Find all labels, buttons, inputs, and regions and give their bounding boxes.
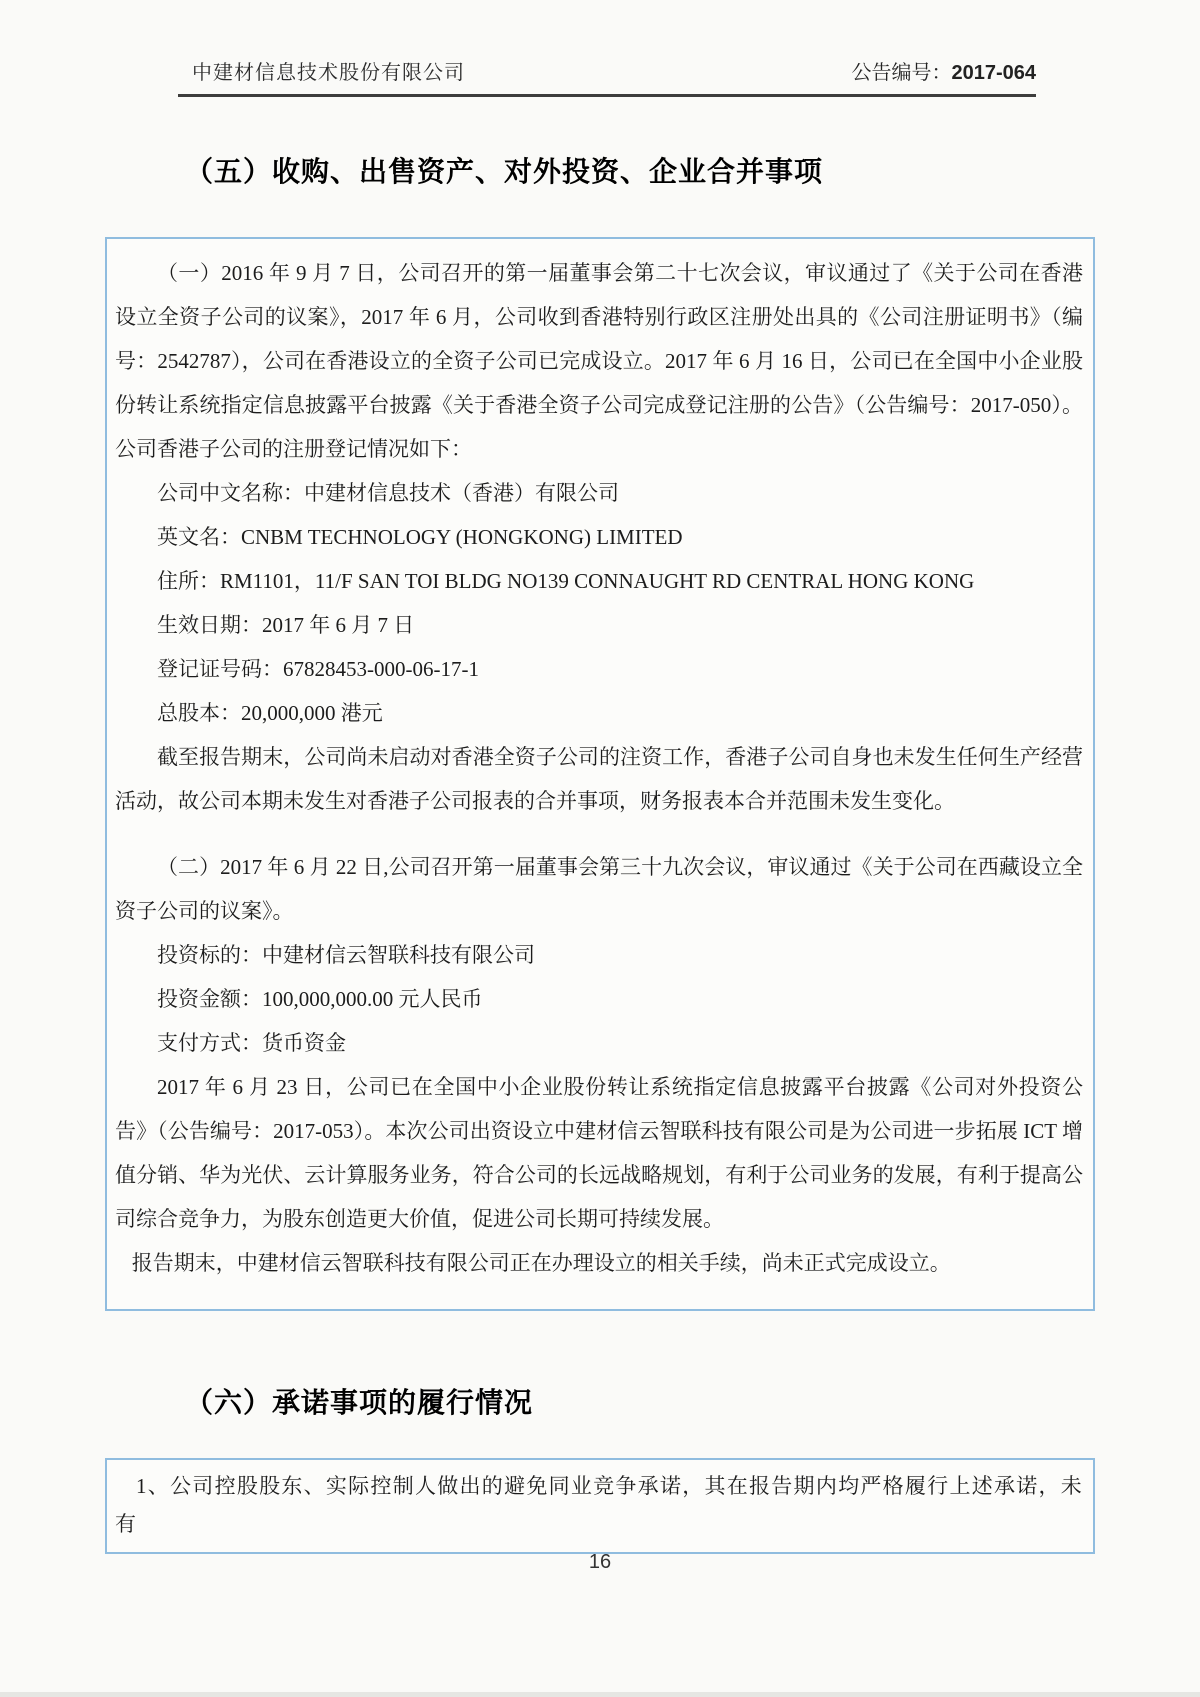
- section-5-title: （五）收购、出售资产、对外投资、企业合并事项: [185, 156, 824, 187]
- notice-number-value: 2017-064: [951, 62, 1036, 84]
- paragraph: 登记证号码：67828453-000-06-17-1: [157, 657, 479, 681]
- paragraph: 生效日期：2017 年 6 月 7 日: [157, 613, 415, 637]
- page-bottom-edge: [0, 1692, 1200, 1697]
- paragraph: 截至报告期末，公司尚未启动对香港全资子公司的注资工作，香港子公司自身也未发生任何生产经营活动，故公司本期未发生对香港子公司报表的合并事项，财务报表本合并范围未发生变化。: [115, 745, 1083, 813]
- paragraph: （一）2016 年 9 月 7 日，公司召开的第一届董事会第二十七次会议，审议通过了《关于公司在香港设立全资子公司的议案》，2017 年 6 月，公司收到香港特别行政区注册处出具的《公司注册证明书》（编号：2542787），公司在香港设立的全资子公司已完成设立。2017 年 6 月 16 日，公司已在全国中小企业股份转让系统指定信息披露平台披露《关于香港全资子公司完成登记注册的公告》（公告编号：2017-050）。公司香港子公司的注册登记情况如下：: [115, 261, 1083, 461]
- page-number: 16: [588, 1551, 612, 1573]
- paragraph: （二）2017 年 6 月 22 日,公司召开第一届董事会第三十九次会议，审议通过《关于公司在西藏设立全资子公司的议案》。: [115, 855, 1083, 923]
- section-5-highlight-box: [105, 237, 1095, 1311]
- paragraph: 英文名：CNBM TECHNOLOGY (HONGKONG) LIMITED: [157, 525, 683, 549]
- paragraph: 2017 年 6 月 23 日，公司已在全国中小企业股份转让系统指定信息披露平台披露《公司对外投资公告》（公告编号：2017-053）。本次公司出资设立中建材信云智联科技有限公司是为公司进一步拓展 ICT 增值分销、华为光伏、云计算服务业务，符合公司的长远战略规划，有利于公司业务的发展，有利于提高公司综合竞争力，为股东创造更大价值，促进公司长期可持续发展。: [115, 1075, 1083, 1231]
- header-rule: [178, 94, 1036, 97]
- paragraph: 1、公司控股股东、实际控制人做出的避免同业竞争承诺，其在报告期内均严格履行上述承诺，未有: [115, 1474, 1083, 1536]
- paragraph: 支付方式：货币资金: [157, 1031, 346, 1055]
- paragraph: 总股本：20,000,000 港元: [157, 701, 383, 725]
- section-6-title: （六）承诺事项的履行情况: [185, 1387, 534, 1418]
- paragraph: 住所：RM1101，11/F SAN TOI BLDG NO139 CONNAUGHT RD CENTRAL HONG KONG: [157, 569, 975, 593]
- paragraph: 投资标的：中建材信云智联科技有限公司: [157, 943, 535, 967]
- paragraph: 投资金额：100,000,000.00 元人民币: [157, 987, 483, 1011]
- paragraph: 公司中文名称：中建材信息技术（香港）有限公司: [157, 481, 619, 505]
- company-name: 中建材信息技术股份有限公司: [192, 62, 465, 84]
- section-6-highlight-box: [105, 1458, 1095, 1554]
- paragraph: 报告期末，中建材信云智联科技有限公司正在办理设立的相关手续，尚未正式完成设立。: [131, 1251, 951, 1275]
- notice-number: [851, 56, 1036, 85]
- notice-number-label: 公告编号：: [851, 62, 952, 84]
